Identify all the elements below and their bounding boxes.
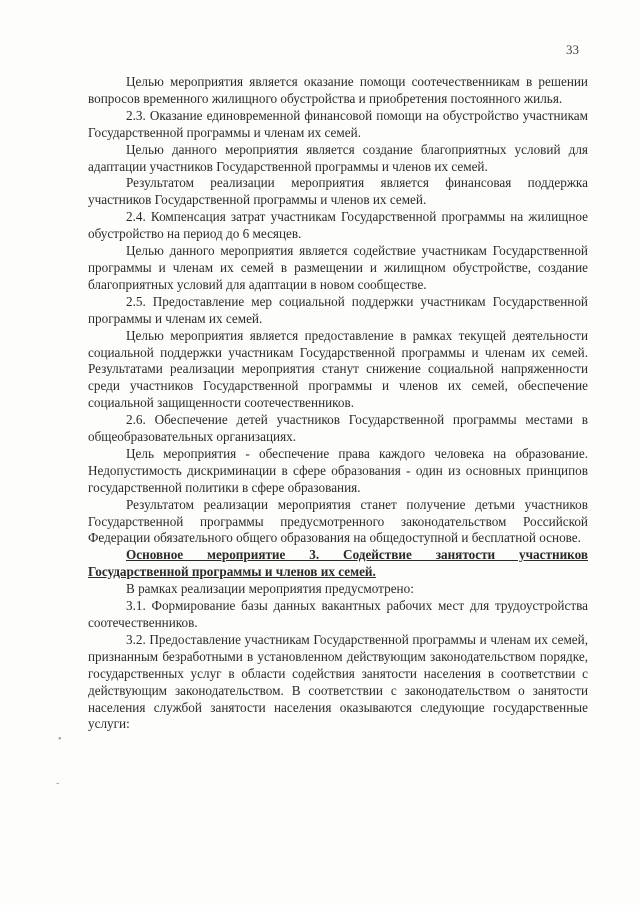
- scan-mark: •: [58, 734, 62, 745]
- paragraph: 3.2. Предоставление участникам Государственной программы и членам их семей, признанным безработными в установленном действующим законодательством порядке, государственных услуг в области содействия занятости населения в соответствии с действующим законодательством. В соответствии с законодательством о занятости населения службой занятости населения оказываются следующие государственные услуги:: [88, 631, 588, 732]
- paragraph: 2.6. Обеспечение детей участников Государственной программы местами в общеобразовательных организациях.: [88, 412, 588, 445]
- paragraph: Целью мероприятия является предоставление в рамках текущей деятельности социальной поддержки участникам Государственной программы и членам их семей. Результатами реализации мероприятия станут снижение социальной напряженности среди участников Государственной программы и членов их семей, обеспечение социальной защищенности соотечественников.: [88, 327, 588, 411]
- paragraph: Результатом реализации мероприятия является финансовая поддержка участников Государственной программы и членов их семей.: [88, 175, 588, 208]
- paragraph: 2.3. Оказание единовременной финансовой помощи на обустройство участникам Государственной программы и членам их семей.: [88, 107, 588, 140]
- paragraph: 2.4. Компенсация затрат участникам Государственной программы на жилищное обустройство на период до 6 месяцев.: [88, 209, 588, 242]
- paragraph: Результатом реализации мероприятия станет получение детьми участников Государственной программы предусмотренного законодательством Российской Федерации обязательного общего образования на общедоступной и бесплатной основе.: [88, 496, 588, 546]
- scan-mark: -: [56, 778, 60, 789]
- document-body: [88, 74, 588, 733]
- section-heading: Основное мероприятие 3. Содействие занятости участников Государственной программы и членов их семей.: [88, 547, 588, 580]
- paragraph: Целью мероприятия является оказание помощи соотечественникам в решении вопросов временного жилищного обустройства и приобретения постоянного жилья.: [88, 74, 588, 106]
- page-number: 33: [566, 42, 579, 57]
- paragraph: Цель мероприятия - обеспечение права каждого человека на образование. Недопустимость дискриминации в сфере образования - один из основных принципов государственной политики в сфере образования.: [88, 445, 588, 495]
- paragraph: В рамках реализации мероприятия предусмотрено:: [126, 581, 414, 597]
- paragraph: Целью данного мероприятия является содействие участникам Государственной программы и членам их семей в размещении и жилищном обустройстве, создание благоприятных условий для адаптации в новом сообществе.: [88, 243, 588, 292]
- paragraph: Целью данного мероприятия является создание благоприятных условий для адаптации участников Государственной программы и членов их семей.: [88, 141, 588, 174]
- paragraph: 3.1. Формирование базы данных вакантных рабочих мест для трудоустройства соотечественников.: [88, 598, 588, 630]
- paragraph: 2.5. Предоставление мер социальной поддержки участникам Государственной программы и членам их семей.: [88, 293, 588, 326]
